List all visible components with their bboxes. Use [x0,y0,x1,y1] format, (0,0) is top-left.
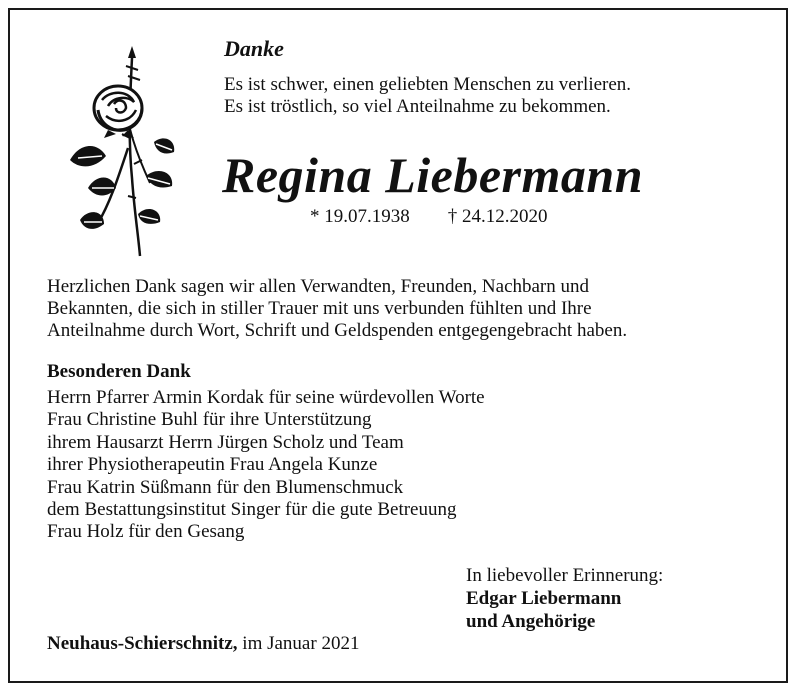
list-item: Frau Holz für den Gesang [47,521,245,543]
rose-icon [58,38,178,258]
special-thanks-list [47,387,485,544]
paragraph-line: Bekannten, die sich in stiller Trauer mit uns verbunden fühlten und Ihre [47,298,592,319]
paragraph-line: Anteilnahme durch Wort, Schrift und Geldspenden entgegengebracht haben. [47,320,628,341]
thanks-heading: Danke [224,36,284,61]
life-dates [310,206,548,228]
signature-family: und Angehörige [466,611,596,632]
list-item: Herrn Pfarrer Armin Kordak für seine würdevollen Worte [47,387,485,408]
quote-line: Es ist schwer, einen geliebten Menschen zu verlieren. [224,74,632,95]
list-item: Frau Katrin Süßmann für den Blumenschmuck [47,476,404,498]
place: Neuhaus-Schierschnitz, [47,633,238,654]
list-item: ihrer Physiotherapeutin Frau Angela Kunze [47,454,378,476]
signature [466,564,663,633]
quote [224,74,631,118]
signature-intro: In liebevoller Erinnerung: [466,565,664,586]
signature-name: Edgar Liebermann [466,588,622,609]
list-item: Frau Christine Buhl für ihre Unterstützung [47,409,372,431]
thanks-paragraph [47,276,767,342]
death-date: † 24.12.2020 [447,206,548,227]
deceased-name: Regina Liebermann [222,147,644,203]
list-item: dem Bestattungsinstitut Singer für die gute Betreuung [47,499,457,521]
place-date [47,633,359,655]
birth-date: * 19.07.1938 [310,206,410,227]
list-item: ihrem Hausarzt Herrn Jürgen Scholz und Team [47,431,404,453]
quote-line: Es ist tröstlich, so viel Anteilnahme zu bekommen. [224,96,611,117]
date: im Januar 2021 [242,633,360,654]
special-thanks-heading: Besonderen Dank [47,361,191,382]
paragraph-line: Herzlichen Dank sagen wir allen Verwandten, Freunden, Nachbarn und [47,276,590,297]
